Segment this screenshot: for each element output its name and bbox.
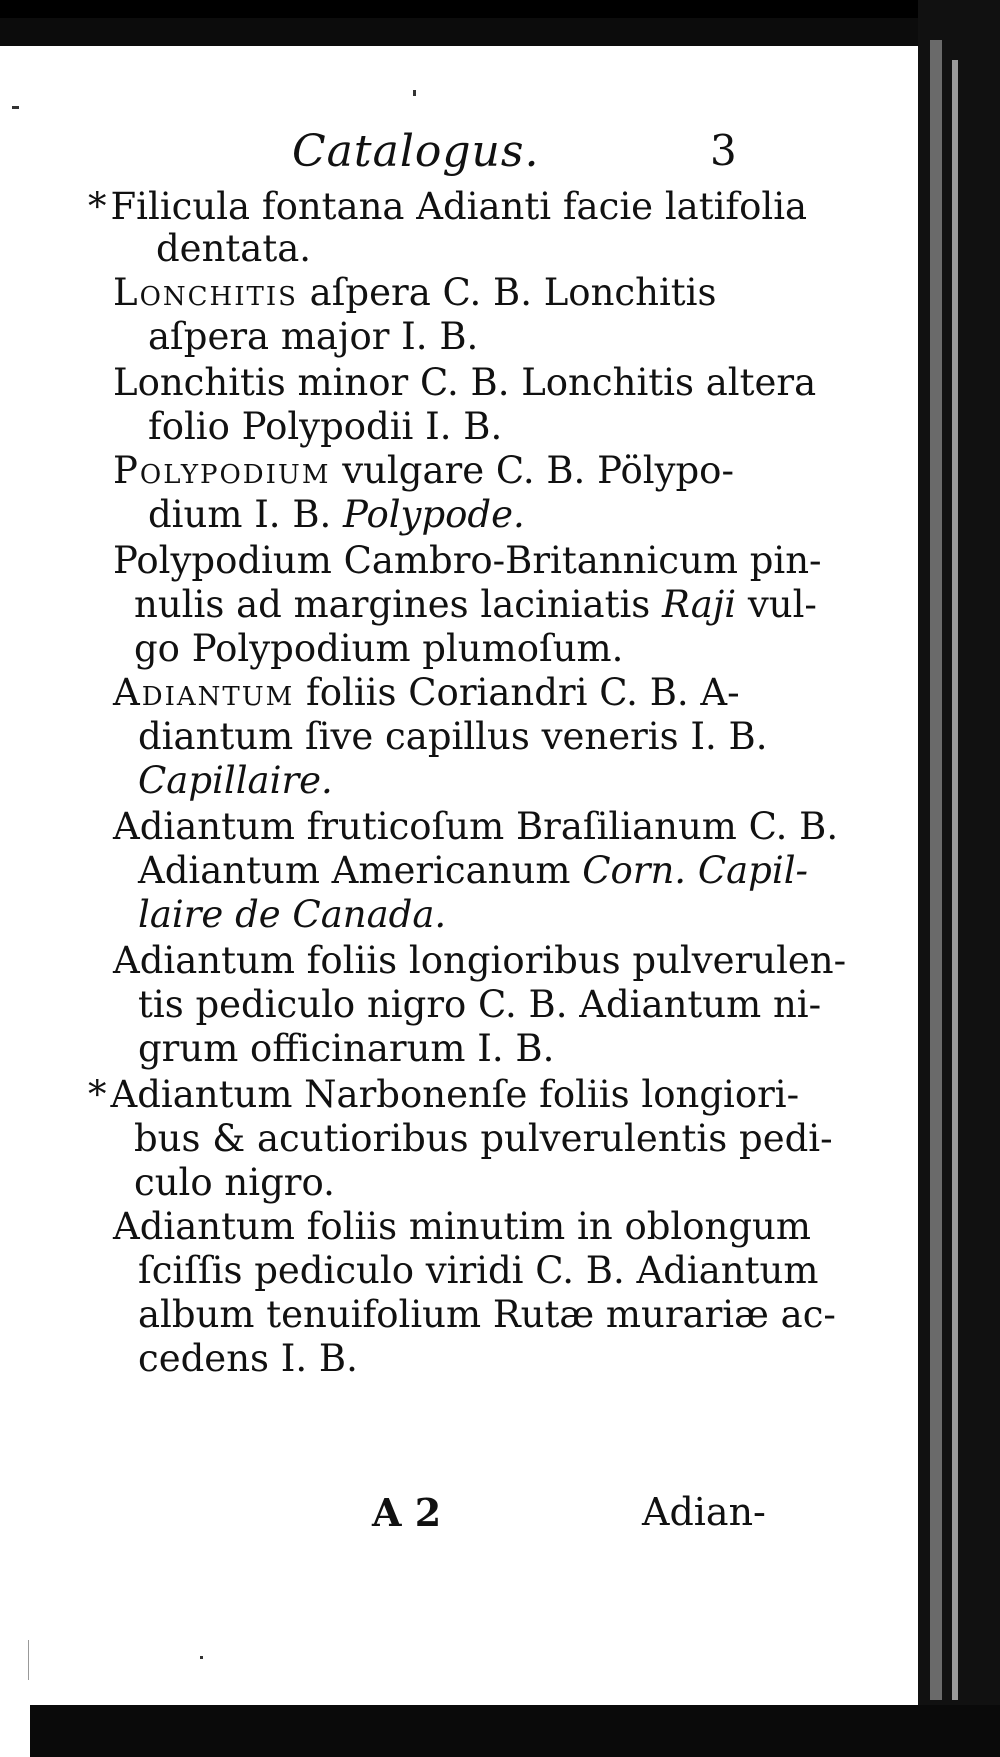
entry-line xyxy=(138,983,822,1026)
entry-text: aſpera C. B. Lonchitis xyxy=(297,271,717,314)
entry-text: Filicula fontana Adianti facie latifolia xyxy=(110,185,808,228)
entry-text: Adiantum Narbonenſe foliis longiori- xyxy=(110,1073,800,1116)
ink-speck xyxy=(413,90,416,96)
ink-speck xyxy=(12,106,19,109)
entry-text: diantum ſive capillus veneris I. B. xyxy=(138,715,768,758)
entry-line xyxy=(88,1073,800,1116)
french-name: laire de Canada. xyxy=(138,893,447,936)
genus-name: Polypodium xyxy=(113,449,331,492)
entry-text: nulis ad margines laciniatis xyxy=(134,583,663,626)
spine-highlight-inner xyxy=(952,60,958,1700)
entry-line xyxy=(138,1249,819,1292)
author-name: Raji xyxy=(662,583,737,626)
spine-highlight xyxy=(930,40,942,1700)
entry-line xyxy=(134,1117,833,1160)
signature-mark: A 2 xyxy=(372,1490,442,1535)
entry-line xyxy=(134,627,624,670)
entry-text: go Polypodium plumoſum. xyxy=(134,627,624,670)
entry-text: Adiantum Americanum xyxy=(138,849,583,892)
entry-text: dium I. B. xyxy=(148,493,344,536)
page-number: 3 xyxy=(710,126,737,175)
scan-top-border-inner xyxy=(0,0,930,18)
entry-text: foliis Coriandri C. B. A- xyxy=(294,671,740,714)
entry-text: Adiantum foliis longioribus pulverulen- xyxy=(113,939,847,982)
running-title: Catalogus. xyxy=(292,126,540,177)
entry-text: Adiantum foliis minutim in oblongum xyxy=(113,1205,811,1248)
entry-line xyxy=(113,449,734,492)
entry-line xyxy=(138,893,447,936)
asterisk-mark: * xyxy=(88,1073,107,1116)
entry-text: vul- xyxy=(736,583,817,626)
entry-line xyxy=(134,583,817,626)
page-header xyxy=(0,126,918,186)
entry-line xyxy=(113,539,822,582)
french-name: Capillaire. xyxy=(138,759,333,802)
entry-line xyxy=(113,1205,811,1248)
entry-line xyxy=(113,361,817,404)
entry-line xyxy=(113,805,839,848)
catchword: Adian- xyxy=(642,1490,766,1534)
entry-line xyxy=(148,493,525,536)
entry-line xyxy=(148,405,503,448)
entry-text: aſpera major I. B. xyxy=(148,315,479,358)
entry-line xyxy=(88,185,808,228)
entry-text: folio Polypodii I. B. xyxy=(148,405,503,448)
scan-bottom-border xyxy=(30,1705,1000,1757)
asterisk-mark: * xyxy=(88,185,107,228)
entry-line xyxy=(138,1027,555,1070)
entry-line xyxy=(113,939,847,982)
genus-name: Lonchitis xyxy=(113,271,298,314)
entry-text: Polypodium Cambro-Britannicum pin- xyxy=(113,539,822,582)
entry-text: bus & acutioribus pulverulentis pedi- xyxy=(134,1117,833,1160)
entry-line xyxy=(138,1293,836,1336)
scan-top-border xyxy=(0,0,930,46)
french-name: Polypode. xyxy=(343,493,525,536)
entry-line xyxy=(138,1337,358,1380)
page-footer xyxy=(0,1490,918,1540)
entry-text: dentata. xyxy=(156,227,312,270)
entry-line xyxy=(138,759,333,802)
entry-line xyxy=(148,315,479,358)
entry-line xyxy=(156,227,312,270)
entry-text: tis pediculo nigro C. B. Adiantum ni- xyxy=(138,983,822,1026)
entry-text: cedens I. B. xyxy=(138,1337,358,1380)
entry-text: vulgare C. B. Pölypo- xyxy=(330,449,734,492)
entry-text: ſciſſis pediculo viridi C. B. Adiantum xyxy=(138,1249,819,1292)
entry-line xyxy=(113,671,740,714)
entry-text: album tenuifolium Rutæ murariæ ac- xyxy=(138,1293,836,1336)
ink-speck xyxy=(200,1656,203,1659)
entry-line xyxy=(113,271,717,314)
entry-text: Adiantum fruticoſum Braſilianum C. B. xyxy=(113,805,839,848)
margin-scratch xyxy=(28,1640,29,1680)
entry-line xyxy=(138,715,768,758)
genus-name: Adiantum xyxy=(113,671,295,714)
entry-text: grum officinarum I. B. xyxy=(138,1027,555,1070)
entry-line xyxy=(138,849,809,892)
author-name: Corn. Capil- xyxy=(582,849,809,892)
entry-text: Lonchitis minor C. B. Lonchitis altera xyxy=(113,361,817,404)
entry-text: culo nigro. xyxy=(134,1161,335,1204)
entry-line xyxy=(134,1161,335,1204)
